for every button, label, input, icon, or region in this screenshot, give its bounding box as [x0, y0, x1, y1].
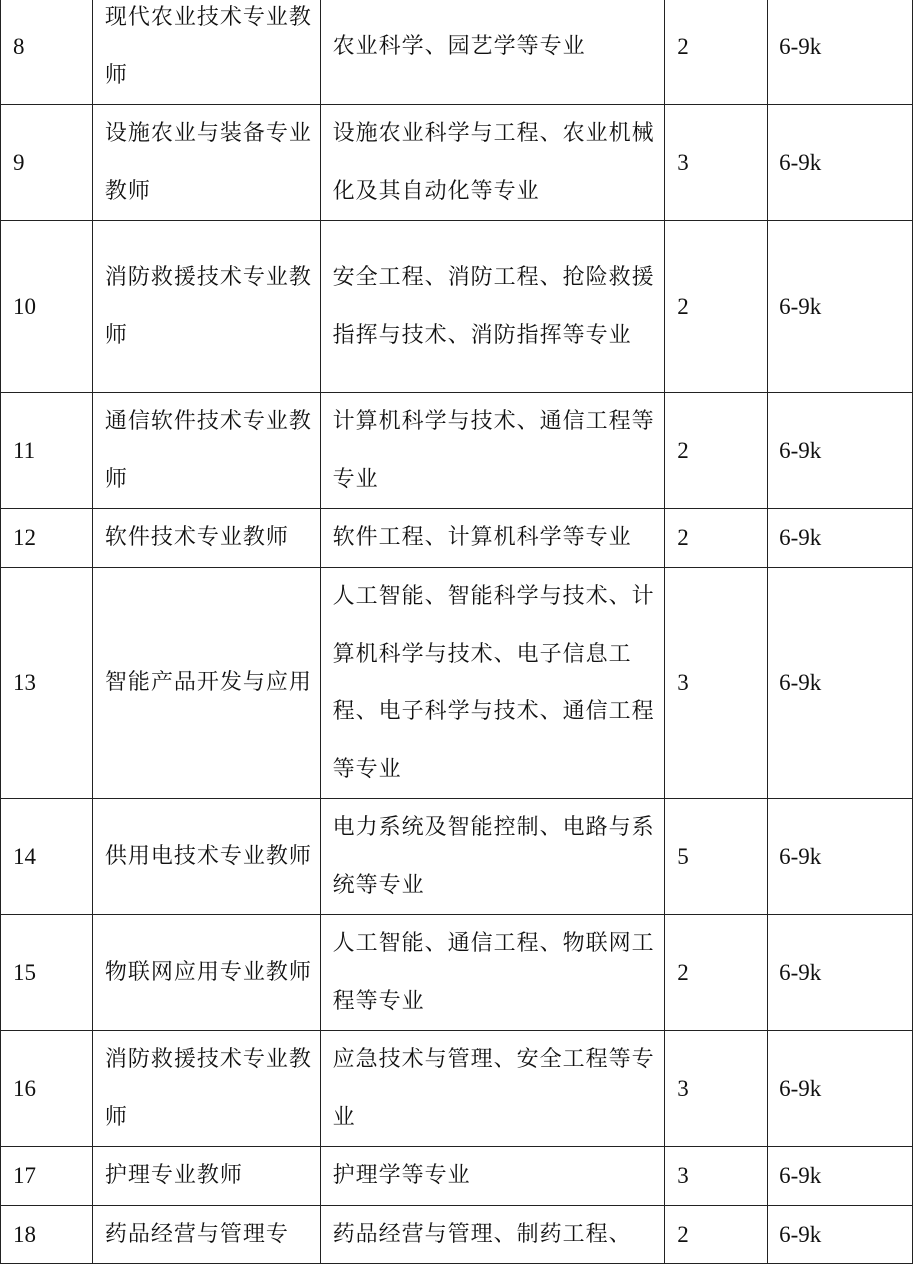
row-number: 10 — [1, 221, 93, 393]
major-requirement: 护理学等专业 — [320, 1147, 665, 1206]
headcount: 2 — [665, 509, 768, 568]
row-number: 17 — [1, 1147, 93, 1206]
position-name: 护理专业教师 — [92, 1147, 320, 1206]
salary: 6-9k — [768, 221, 913, 393]
position-name: 消防救援技术专业教师 — [92, 221, 320, 393]
row-number: 9 — [1, 105, 93, 221]
major-requirement: 药品经营与管理、制药工程、 — [320, 1205, 665, 1264]
major-requirement: 安全工程、消防工程、抢险救援指挥与技术、消防指挥等专业 — [320, 221, 665, 393]
position-name: 现代农业技术专业教师 — [92, 0, 320, 105]
table-row — [1, 1147, 913, 1206]
salary: 6-9k — [768, 799, 913, 915]
row-number: 15 — [1, 915, 93, 1031]
headcount: 3 — [665, 568, 768, 799]
table-row — [1, 915, 913, 1031]
headcount: 5 — [665, 799, 768, 915]
row-number: 13 — [1, 568, 93, 799]
salary: 6-9k — [768, 1205, 913, 1264]
row-number: 18 — [1, 1205, 93, 1264]
row-number: 8 — [1, 0, 93, 105]
position-name: 物联网应用专业教师 — [92, 915, 320, 1031]
headcount: 3 — [665, 1031, 768, 1147]
table-row — [1, 509, 913, 568]
position-name: 通信软件技术专业教师 — [92, 393, 320, 509]
headcount: 2 — [665, 1205, 768, 1264]
major-requirement: 电力系统及智能控制、电路与系统等专业 — [320, 799, 665, 915]
headcount: 2 — [665, 221, 768, 393]
salary: 6-9k — [768, 393, 913, 509]
position-name: 药品经营与管理专 — [92, 1205, 320, 1264]
salary: 6-9k — [768, 0, 913, 105]
position-name: 软件技术专业教师 — [92, 509, 320, 568]
table-row — [1, 799, 913, 915]
major-requirement: 应急技术与管理、安全工程等专业 — [320, 1031, 665, 1147]
headcount: 2 — [665, 0, 768, 105]
salary: 6-9k — [768, 509, 913, 568]
headcount: 2 — [665, 915, 768, 1031]
row-number: 16 — [1, 1031, 93, 1147]
position-name: 设施农业与装备专业教师 — [92, 105, 320, 221]
headcount: 3 — [665, 1147, 768, 1206]
table-row — [1, 105, 913, 221]
major-requirement: 计算机科学与技术、通信工程等专业 — [320, 393, 665, 509]
major-requirement: 软件工程、计算机科学等专业 — [320, 509, 665, 568]
position-name: 供用电技术专业教师 — [92, 799, 320, 915]
table-row — [1, 568, 913, 799]
headcount: 2 — [665, 393, 768, 509]
salary: 6-9k — [768, 1147, 913, 1206]
salary: 6-9k — [768, 568, 913, 799]
salary: 6-9k — [768, 1031, 913, 1147]
row-number: 14 — [1, 799, 93, 915]
row-number: 11 — [1, 393, 93, 509]
major-requirement: 设施农业科学与工程、农业机械化及其自动化等专业 — [320, 105, 665, 221]
major-requirement: 农业科学、园艺学等专业 — [320, 0, 665, 105]
table-row — [1, 1205, 913, 1264]
position-name: 消防救援技术专业教师 — [92, 1031, 320, 1147]
salary: 6-9k — [768, 915, 913, 1031]
major-requirement: 人工智能、智能科学与技术、计算机科学与技术、电子信息工程、电子科学与技术、通信工程等专业 — [320, 568, 665, 799]
table-row — [1, 221, 913, 393]
table-row — [1, 0, 913, 105]
headcount: 3 — [665, 105, 768, 221]
table-row — [1, 1031, 913, 1147]
table-row — [1, 393, 913, 509]
position-name: 智能产品开发与应用 — [92, 568, 320, 799]
salary: 6-9k — [768, 105, 913, 221]
row-number: 12 — [1, 509, 93, 568]
major-requirement: 人工智能、通信工程、物联网工程等专业 — [320, 915, 665, 1031]
